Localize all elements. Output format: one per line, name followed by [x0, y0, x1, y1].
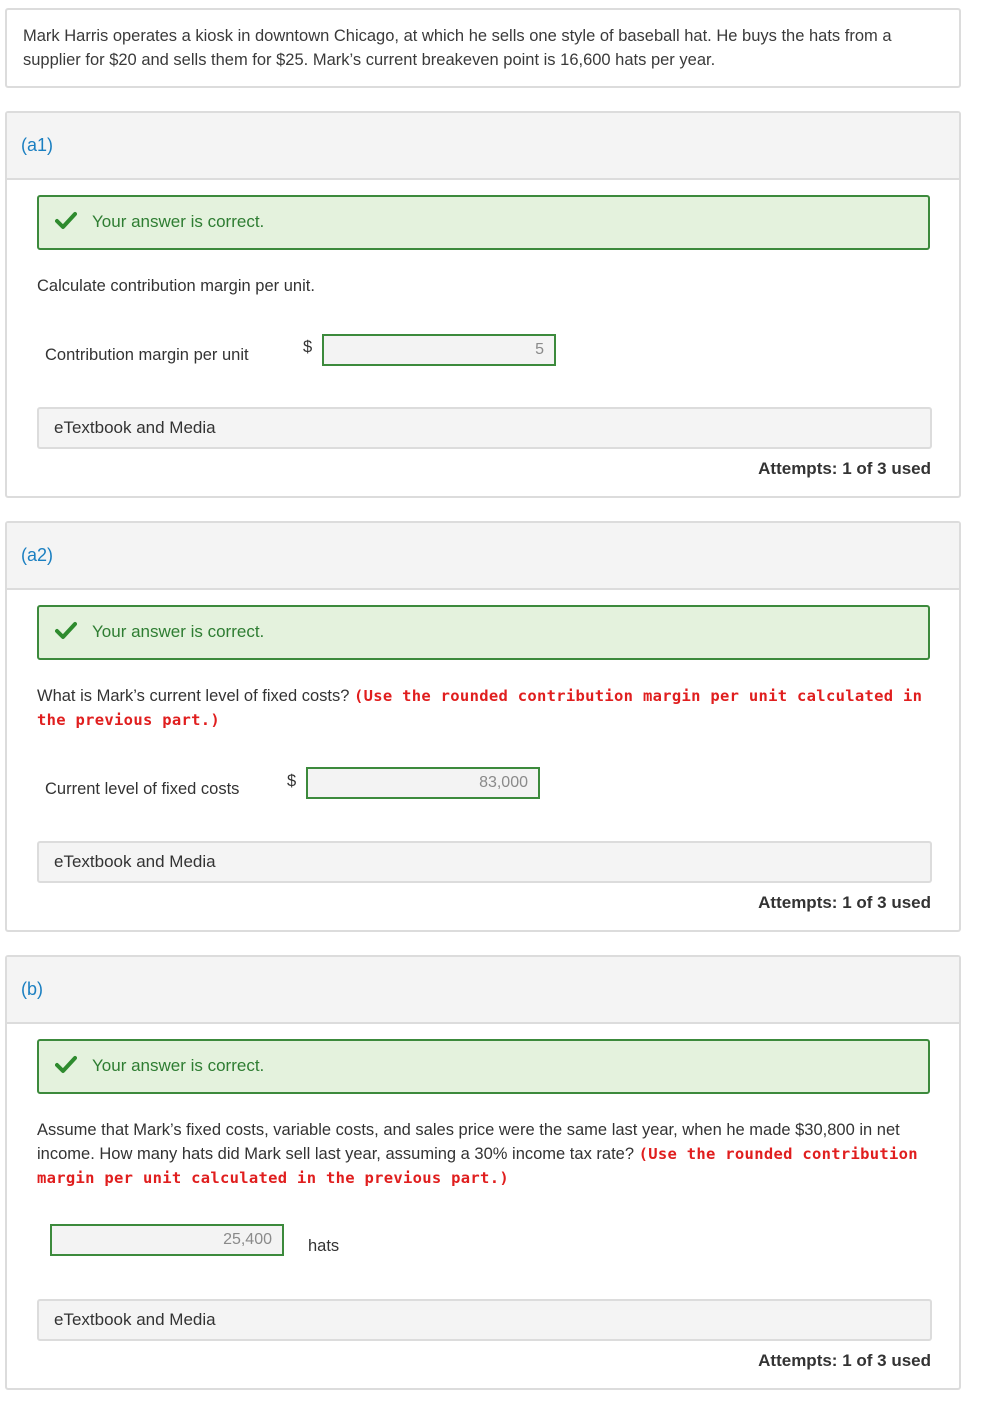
- etextbook-media-button[interactable]: eTextbook and Media: [37, 841, 932, 883]
- part-label: (a1): [21, 135, 54, 155]
- problem-statement: [5, 8, 961, 88]
- checkmark-icon: [55, 1055, 77, 1075]
- part-header: [7, 113, 959, 180]
- answer-input[interactable]: 83,000: [306, 767, 540, 799]
- part-a1: [5, 111, 961, 498]
- attempts-counter: Attempts: 1 of 3 used: [758, 459, 931, 478]
- currency-symbol: $: [287, 772, 297, 790]
- question-text: [37, 274, 932, 298]
- hint-text: (Use the rounded contribution margin per unit calculated in the previous part.): [37, 687, 923, 729]
- part-label: (a2): [21, 545, 54, 565]
- etextbook-media-button[interactable]: eTextbook and Media: [37, 1299, 932, 1341]
- checkmark-icon: [55, 621, 77, 641]
- answer-input[interactable]: 5: [322, 334, 556, 366]
- part-label: (b): [21, 979, 43, 999]
- correct-feedback-banner: [37, 1039, 930, 1094]
- attempts-counter: Attempts: 1 of 3 used: [758, 1351, 931, 1370]
- question-text: [37, 684, 932, 732]
- hint-text: (Use the rounded contribution margin per unit calculated in the previous part.): [37, 1145, 918, 1187]
- problem-text: Mark Harris operates a kiosk in downtown Chicago, at which he sells one style of baseball hat. He buys the hats from a supplier for $20 and sells them for $25. Mark’s current breakeven point is 16,600 hats per year.: [23, 27, 892, 69]
- feedback-text: Your answer is correct.: [92, 212, 265, 231]
- feedback-text: Your answer is correct.: [92, 1056, 265, 1075]
- checkmark-icon: [55, 211, 77, 231]
- attempts-counter: Attempts: 1 of 3 used: [758, 893, 931, 912]
- question-body: What is Mark’s current level of fixed costs?: [37, 687, 354, 705]
- currency-symbol: $: [303, 338, 313, 356]
- correct-feedback-banner: [37, 195, 930, 250]
- part-b: [5, 955, 961, 1390]
- answer-input[interactable]: 25,400: [50, 1224, 284, 1256]
- correct-feedback-banner: [37, 605, 930, 660]
- field-label: Contribution margin per unit: [45, 346, 249, 364]
- field-label: Current level of fixed costs: [45, 780, 240, 798]
- unit-label: hats: [308, 1237, 340, 1255]
- etextbook-media-button[interactable]: eTextbook and Media: [37, 407, 932, 449]
- part-header: [7, 957, 959, 1024]
- part-header: [7, 523, 959, 590]
- feedback-text: Your answer is correct.: [92, 622, 265, 641]
- question-body: Calculate contribution margin per unit.: [37, 277, 315, 295]
- part-a2: [5, 521, 961, 932]
- question-body: Assume that Mark’s fixed costs, variable costs, and sales price were the same last year, when he made $30,800 in net income. How many hats did Mark sell last year, assuming a 30% income tax rate?: [37, 1121, 900, 1163]
- question-text: [37, 1118, 932, 1190]
